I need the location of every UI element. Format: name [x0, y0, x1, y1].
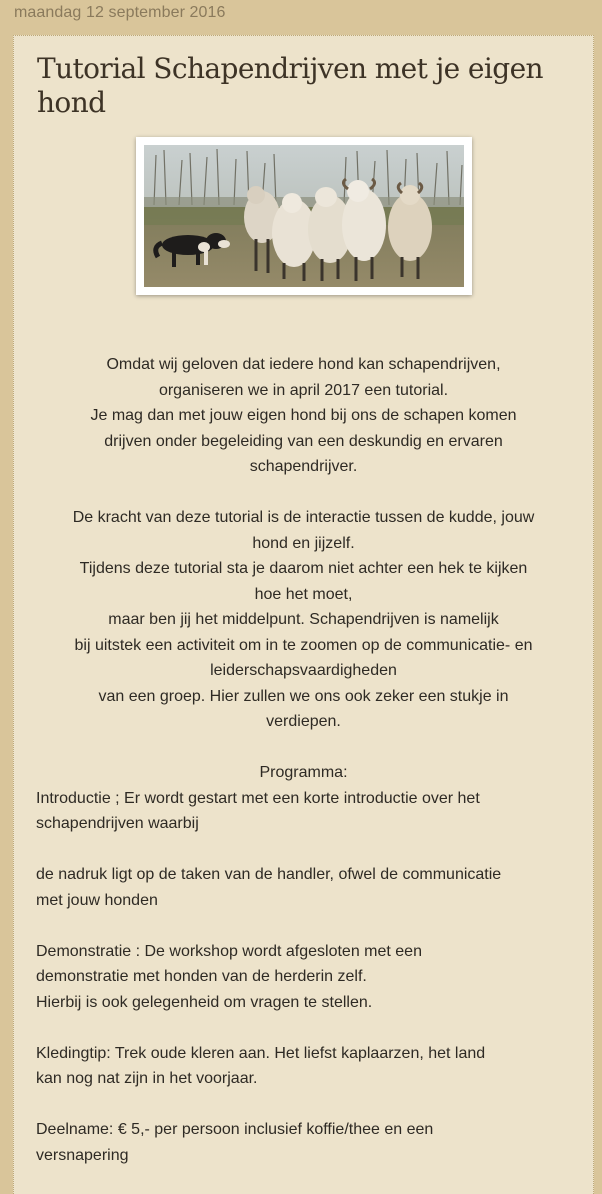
post-photo[interactable]	[136, 137, 472, 295]
body-line: Demonstratie : De workshop wordt afgesloten met een	[36, 942, 422, 960]
body-line: Omdat wij geloven dat iedere hond kan schapendrijven,	[106, 356, 501, 373]
body-line: van een groep. Hier zullen we ons ook zeker een stukje in	[98, 687, 509, 705]
post-title[interactable]: Tutorial Schapendrijven met je eigen hond	[37, 52, 543, 119]
body-line: Je mag dan met jouw eigen hond bij ons de schapen komen	[90, 407, 517, 424]
programma-heading: Programma:	[259, 764, 348, 781]
body-line: kan nog nat zijn in het voorjaar.	[36, 1070, 258, 1087]
body-line: Hierbij is ook gelegenheid om vragen te stellen.	[36, 993, 373, 1011]
body-line: hoe het moet,	[254, 585, 353, 603]
body-line: maar ben jij het middelpunt. Schapendrijven is namelijk	[108, 611, 499, 628]
body-line: drijven onder begeleiding van een deskundig en ervaren	[104, 432, 503, 450]
body-line: Tijdens deze tutorial sta je daarom niet achter een hek te kijken	[79, 560, 528, 577]
body-line: organiseren we in april 2017 een tutorial.	[158, 381, 449, 399]
body-line: hond en jijzelf.	[252, 534, 355, 552]
post-body	[14, 352, 593, 1168]
blog-post	[13, 35, 594, 1194]
body-line: versnapering	[36, 1146, 129, 1164]
body-line: bij uitstek een activiteit om in te zoomen op de communicatie- en	[74, 636, 533, 654]
body-line: verdiepen.	[266, 713, 341, 730]
body-line: demonstratie met honden van de herderin zelf.	[36, 968, 367, 985]
body-line: de nadruk ligt op de taken van de handler, ofwel de communicatie	[36, 866, 502, 883]
post-date: maandag 12 september 2016	[14, 4, 226, 21]
body-line: schapendrijver.	[249, 458, 358, 475]
body-line: Deelname: € 5,- per persoon inclusief koffie/thee en een	[36, 1121, 434, 1138]
body-line: schapendrijven waarbij	[36, 815, 199, 832]
body-line: leiderschapsvaardigheden	[210, 662, 397, 679]
body-line: met jouw honden	[36, 891, 158, 909]
body-line: Kledingtip: Trek oude kleren aan. Het liefst kaplaarzen, het land	[36, 1044, 486, 1062]
body-line: Introductie ; Er wordt gestart met een korte introductie over het	[36, 789, 480, 807]
sheep-herding-photo	[144, 145, 464, 287]
body-line: De kracht van deze tutorial is de interactie tussen de kudde, jouw	[72, 509, 535, 526]
